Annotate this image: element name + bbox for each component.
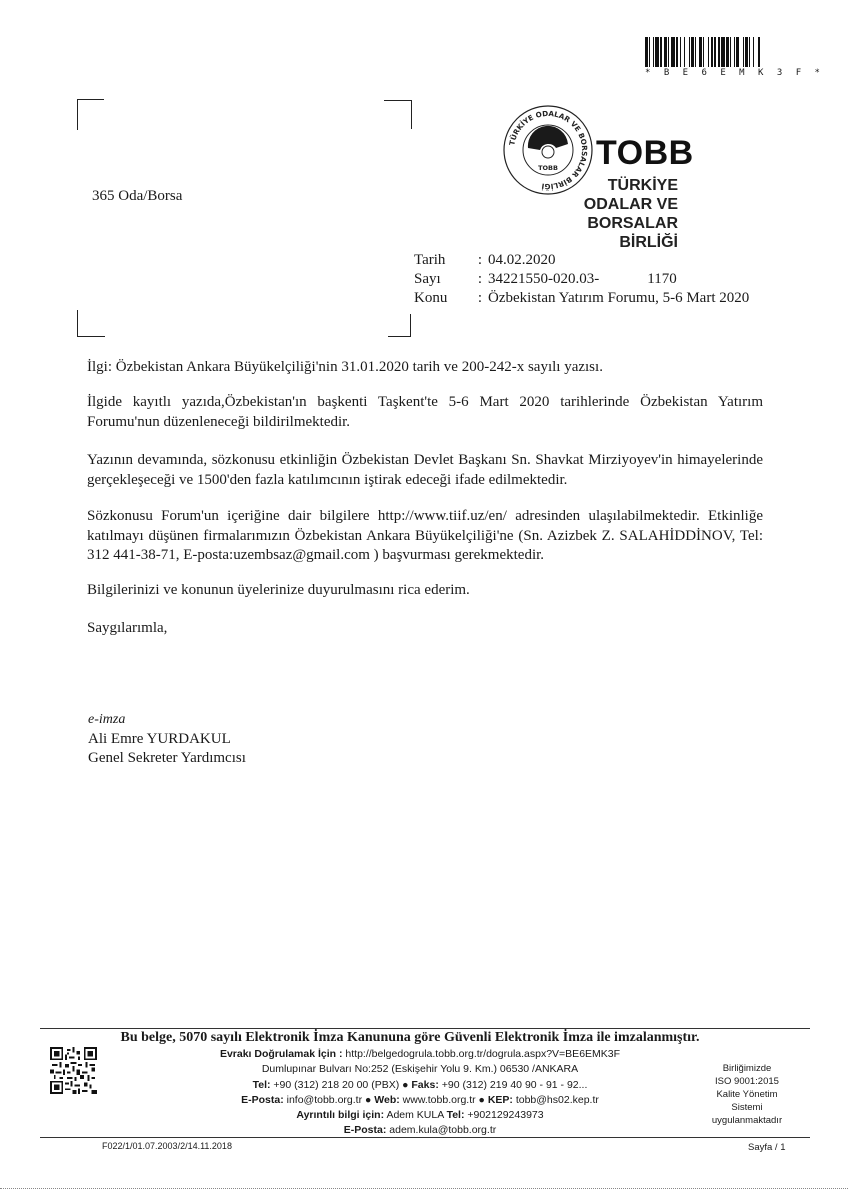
signer-title: Genel Sekreter Yardımcısı <box>88 750 246 766</box>
logo-abbreviation: TOBB <box>596 134 694 172</box>
verify-url[interactable]: http://belgedogrula.tobb.org.tr/dogrula.aspx?V=BE6EMK3F <box>345 1048 621 1060</box>
closing-salutation: Saygılarımla, <box>87 620 168 636</box>
email-value[interactable]: info@tobb.org.tr <box>286 1093 363 1106</box>
phone-line <box>190 1078 650 1093</box>
kep-value[interactable]: tobb@hs02.kep.tr <box>515 1093 599 1106</box>
address-corner-top-right <box>384 100 412 129</box>
subject-label: Konu <box>414 290 448 306</box>
reference-line: İlgi: Özbekistan Ankara Büyükelçiliği'nin 31.01.2020 tarih ve 200-242-x sayılı yazısı. <box>87 359 603 375</box>
tel-label: Tel: <box>252 1078 271 1091</box>
address-corner-bottom-left <box>77 310 105 337</box>
body-paragraph-1: İlgide kayıtlı yazıda,Özbekistan'ın başkenti Taşkent'te 5-6 Mart 2020 tarihlerinde Özbekistan Yatırım Forumu'nun düzenleneceği bildirilmektedir. <box>87 394 763 430</box>
bullet-icon: ● <box>365 1093 372 1106</box>
contact-name: Adem KULA <box>386 1109 444 1122</box>
number-value: 34221550-020.03- <box>488 271 600 287</box>
web-value[interactable]: www.tobb.org.tr <box>402 1093 476 1106</box>
seal-ring-text: TÜRKİYE ODALAR VE BORSALAR BİRLİĞİ <box>507 108 590 192</box>
barcode-bars <box>645 37 763 67</box>
verify-label: Evrakı Doğrulamak İçin : <box>219 1048 343 1060</box>
bullet-icon: ● <box>402 1078 409 1091</box>
online-line <box>190 1093 650 1108</box>
form-code: F022/1/01.07.2003/2/14.11.2018 <box>102 1141 232 1151</box>
iso-line-1: Birliğimizde <box>722 1063 772 1074</box>
iso-line-4: Sistemi <box>731 1102 763 1113</box>
page-bottom-edge <box>0 1188 848 1189</box>
subject-separator: : <box>477 290 483 306</box>
kep-label: KEP: <box>487 1093 513 1106</box>
body-paragraph-4: Bilgilerinizi ve konunun üyelerinize duyurulmasını rica ederim. <box>87 582 470 598</box>
iso-quality-notice <box>697 1062 797 1127</box>
page-number: Sayfa / 1 <box>748 1142 786 1153</box>
logo-name-line-3: BİRLİĞİ <box>619 234 678 251</box>
footer-divider-top <box>40 1028 810 1029</box>
contact-email-value[interactable]: adem.kula@tobb.org.tr <box>389 1124 497 1137</box>
meta-row-number <box>414 270 749 289</box>
iso-line-2: ISO 9001:2015 <box>715 1076 779 1087</box>
qr-code <box>50 1047 97 1094</box>
number-cell <box>488 270 749 289</box>
date-separator: : <box>477 252 483 268</box>
number-separator: : <box>477 271 483 287</box>
document-barcode <box>645 37 824 78</box>
document-meta <box>414 251 749 308</box>
meta-row-date <box>414 251 749 270</box>
tel-value: +90 (312) 218 20 00 (PBX) <box>273 1078 400 1091</box>
barcode-gap <box>760 37 763 67</box>
recipient: 365 Oda/Borsa <box>92 188 183 204</box>
logo-name-line-2: ODALAR VE BORSALAR <box>583 196 678 232</box>
web-label: Web: <box>374 1093 400 1106</box>
barcode-text: * B E 6 E M K 3 F * <box>645 68 824 78</box>
contact-line <box>190 1108 650 1123</box>
address-line: Dumlupınar Bulvarı No:252 (Eskişehir Yolu 9. Km.) 06530 /ANKARA <box>261 1063 579 1076</box>
signer-name: Ali Emre YURDAKUL <box>88 731 231 747</box>
contact-label: Ayrıntılı bilgi için: <box>296 1109 385 1122</box>
iso-line-3: Kalite Yönetim <box>716 1089 778 1100</box>
body-paragraph-3: Sözkonusu Forum'un içeriğine dair bilgilere http://www.tiif.uz/en/ adresinden ulaşılabilmektedir. Etkinliğe katılmayı düşünen firmalarımızın Özbekistan Ankara Büyükelçiliği'ne (Sn. Azizbek Z. SALAHİDDİNOV, Tel: 312 441-38-71, E-posta:uzembsaz@gmail.com ) başvurması gerekmektedir. <box>87 508 763 563</box>
email-label: E-Posta: <box>241 1093 284 1106</box>
address-corner-top-left <box>77 99 104 130</box>
body-paragraph-2: Yazının devamında, sözkonusu etkinliğin Özbekistan Devlet Başkanı Sn. Shavkat Mirziyoyev'in himayelerinde gerçekleşeceği ve 1500'den fazla katılımcının iştirak edeceği ifade edilmektedir. <box>87 452 763 488</box>
date-value: 04.02.2020 <box>488 252 556 268</box>
contact-email-label: E-Posta: <box>343 1124 387 1137</box>
fax-label: Faks: <box>411 1078 439 1091</box>
subject-value: Özbekistan Yatırım Forumu, 5-6 Mart 2020 <box>488 290 750 306</box>
address-corner-bottom-right <box>388 314 411 337</box>
number-suffix: 1170 <box>647 271 677 287</box>
fax-value: +90 (312) 219 40 90 - 91 - 92... <box>441 1078 588 1091</box>
verify-line <box>190 1047 650 1062</box>
logo-name-line-1: TÜRKİYE <box>607 177 678 194</box>
meta-row-subject <box>414 289 749 308</box>
footer-legal-notice: Bu belge, 5070 sayılı Elektronik İmza Kanununa göre Güvenli Elektronik İmza ile imzalanmıştır. <box>120 1030 700 1045</box>
date-label: Tarih <box>414 252 446 268</box>
contact-tel-label: Tel: <box>446 1109 465 1122</box>
iso-line-5: uygulanmaktadır <box>711 1115 783 1126</box>
e-signature-mark: e-imza <box>88 712 126 727</box>
bullet-icon: ● <box>478 1093 485 1106</box>
footer-contact-block <box>190 1047 650 1139</box>
logo-organization-name <box>560 176 678 252</box>
contact-tel-value: +902129243973 <box>467 1109 544 1122</box>
seal-center-text: TOBB <box>538 164 558 172</box>
number-label: Sayı <box>414 271 441 287</box>
footer-divider-bottom <box>40 1137 810 1138</box>
